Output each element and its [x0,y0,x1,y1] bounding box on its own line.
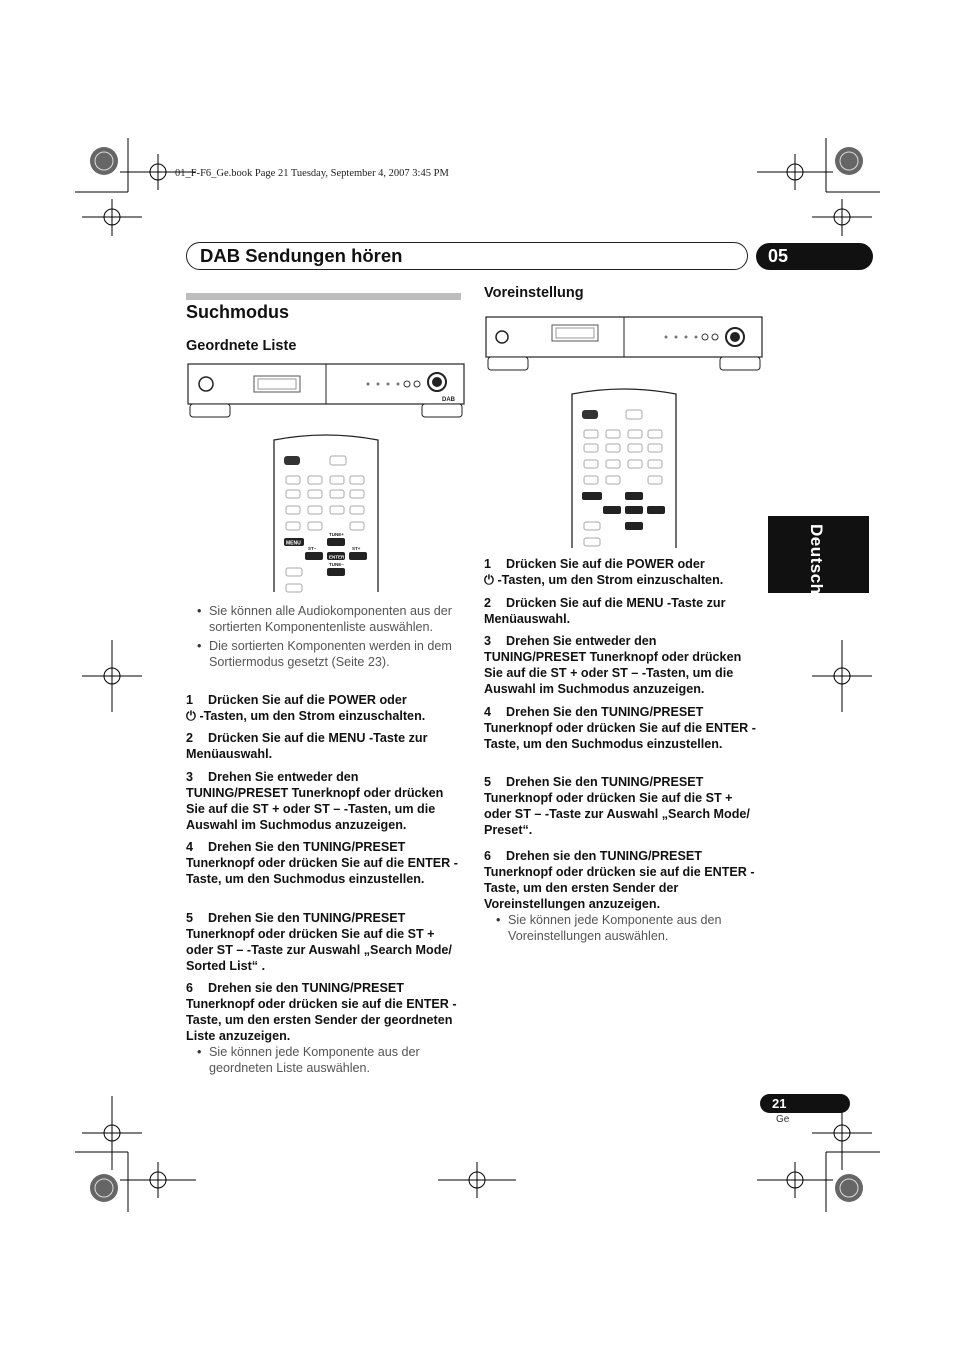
step-text: Drehen Sie den TUNING/PRESET Tunerknopf oder drücken Sie auf die ST + oder ST – -Taste zur Auswahl „Search Mode/ Sorted List“ . [186,911,452,973]
step-number: 4 [484,705,492,719]
step-number: 3 [186,770,194,784]
step-text: Drehen Sie entweder den TUNING/PRESET Tunerknopf oder drücken Sie auf die ST + oder ST – -Tasten, um die Auswahl im Suchmodus anzuzeigen. [186,770,444,832]
right-step-3 [484,633,760,697]
tuner-unit-illustration [186,362,466,422]
page-number: 21 [760,1094,850,1113]
left-step-4 [186,839,464,887]
language-tab [768,516,869,593]
step-text: Drehen sie den TUNING/PRESET Tunerknopf oder drücken sie auf die ENTER -Taste, um den ersten Sender der geordneten Liste anzuzeigen. [186,981,457,1043]
step-text: Drehen Sie entweder den TUNING/PRESET Tunerknopf oder drücken Sie auf die ST + oder ST – -Tasten, um die Auswahl im Suchmodus anzuzeigen. [484,634,742,696]
left-final-bullet [197,1044,462,1079]
step-number: 1 [484,557,492,571]
chapter-number: 05 [756,243,873,270]
step-number: 6 [186,981,194,995]
left-step-2 [186,730,464,762]
step-text: Drücken Sie auf die MENU -Taste zur Menüauswahl. [484,596,726,626]
right-step-1 [484,556,760,588]
step-text: Drehen Sie den TUNING/PRESET Tunerknopf oder drücken Sie auf die ST + oder ST – -Taste zur Auswahl „Search Mode/ Preset“. [484,775,750,837]
left-step-3 [186,769,464,833]
language-tab-label: Deutsch [807,524,826,595]
left-step-1 [186,692,464,724]
power-icon: ⏻ [186,709,196,723]
step-text: Drücken Sie auf die POWER oder [208,693,407,707]
left-step-6 [186,980,464,1044]
left-step-5 [186,910,464,974]
right-step-4 [484,704,760,752]
remote-tune-down-label: TUNE– [329,562,344,567]
step-text: Drehen sie den TUNING/PRESET Tunerknopf oder drücken sie auf die ENTER -Taste, um den ersten Sender der Voreinstellungen anzuzeigen. [484,849,755,911]
list-item: • Sie können jede Komponente aus der geordneten Liste auswählen. [209,1044,462,1076]
step-number: 4 [186,840,194,854]
step-text: Drücken Sie auf die MENU -Taste zur Menüauswahl. [186,731,428,761]
step-text: Drehen Sie den TUNING/PRESET Tunerknopf oder drücken Sie auf die ENTER -Taste, um den Suchmodus einzustellen. [484,705,756,751]
power-icon: ⏻ [484,573,494,587]
step-text: -Tasten, um den Strom einzuschalten. [493,573,724,587]
right-final-bullet [496,912,758,947]
list-item: • Sie können jede Komponente aus den Voreinstellungen auswählen. [508,912,758,944]
step-text: -Tasten, um den Strom einzuschalten. [195,709,426,723]
list-item: • Sie können alle Audiokomponenten aus der sortierten Komponentenliste auswählen. [209,603,462,635]
tuner-unit-illustration [484,315,766,375]
step-text: Drücken Sie auf die POWER oder [506,557,705,571]
step-number: 6 [484,849,492,863]
step-number: 1 [186,693,194,707]
right-step-5 [484,774,760,838]
remote-tune-up-label: TUNE+ [329,532,344,537]
dab-label: DAB [442,397,455,403]
section-title: Suchmodus [186,302,290,322]
left-subtitle: Geordnete Liste [186,338,297,354]
page-title: DAB Sendungen hören [200,245,403,266]
right-subtitle: Voreinstellung [484,285,584,301]
list-item: • Die sortierten Komponenten werden in dem Sortiermodus gesetzt (Seite 23). [209,638,462,670]
remote-enter-label: ENTER [329,554,345,560]
step-number: 2 [186,731,194,745]
right-step-2 [484,595,760,627]
step-text: Drehen Sie den TUNING/PRESET Tunerknopf oder drücken Sie auf die ENTER -Taste, um den Suchmodus einzustellen. [186,840,458,886]
right-step-6 [484,848,760,912]
remote-control-illustration [568,386,682,550]
step-number: 5 [484,775,492,789]
remote-st-minus-label: ST– [308,546,317,551]
language-code: Ge [776,1114,790,1125]
remote-control-illustration [270,432,384,594]
left-bullet-list [197,603,462,673]
book-info-line: 01_F-F6_Ge.book Page 21 Tuesday, September 4, 2007 3:45 PM [175,168,449,179]
step-number: 3 [484,634,492,648]
remote-st-plus-label: ST+ [352,546,361,551]
section-rule [186,293,461,300]
step-number: 2 [484,596,492,610]
step-number: 5 [186,911,194,925]
remote-menu-label: MENU [286,540,301,547]
